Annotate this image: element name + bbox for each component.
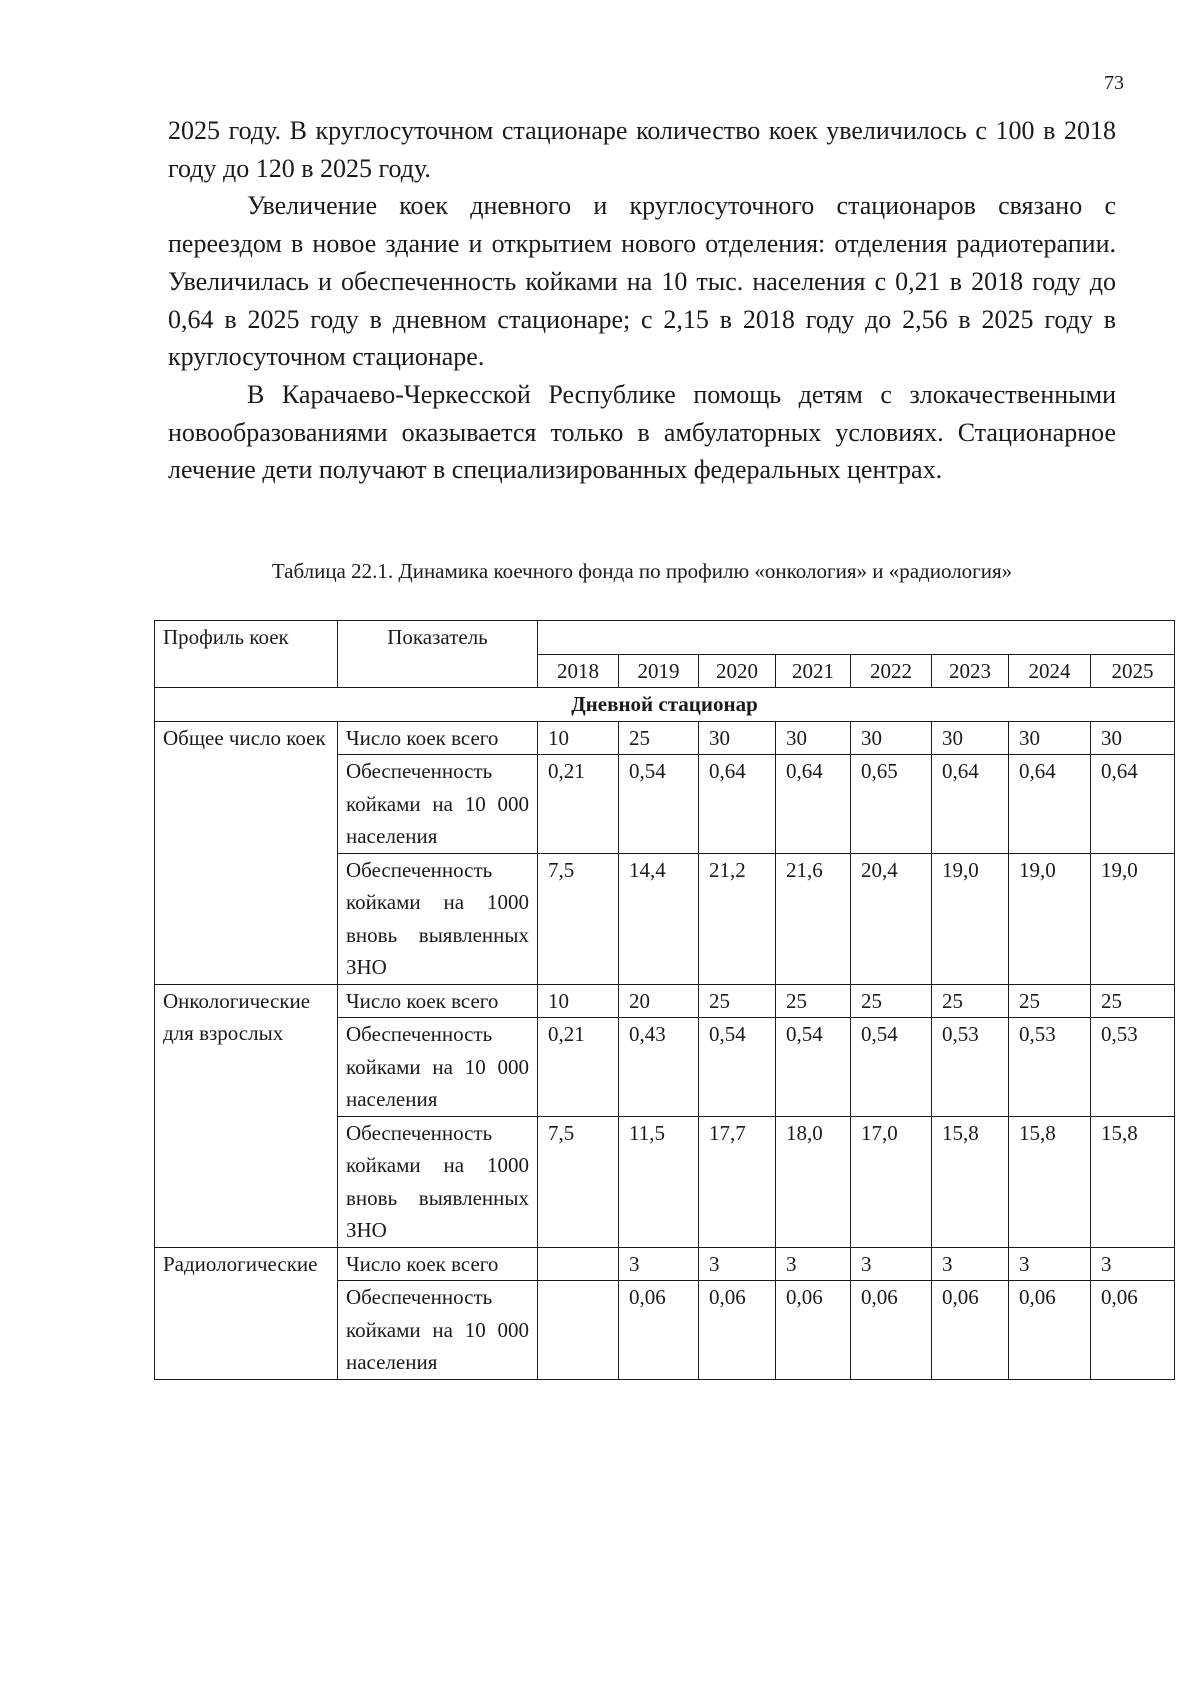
- value-cell: 21,6: [776, 853, 851, 984]
- value-cell: 0,06: [776, 1281, 851, 1380]
- value-cell: 3: [851, 1247, 932, 1281]
- indicator-cell: Обеспеченность койками на 1000 вновь выявленных ЗНО: [338, 1116, 538, 1247]
- value-cell: 0,43: [619, 1018, 699, 1117]
- value-cell: 10: [538, 984, 619, 1018]
- value-cell: 25: [1009, 984, 1091, 1018]
- page-number: 73: [1104, 72, 1124, 94]
- value-cell: 30: [699, 721, 776, 755]
- value-cell: 0,06: [1009, 1281, 1091, 1380]
- value-cell: 10: [538, 721, 619, 755]
- value-cell: 0,64: [776, 755, 851, 854]
- value-cell: 30: [851, 721, 932, 755]
- value-cell: 30: [1091, 721, 1175, 755]
- table-row: [155, 1247, 1175, 1281]
- value-cell: 0,06: [699, 1281, 776, 1380]
- paragraph: 2025 году. В круглосуточном стационаре количество коек увеличилось с 100 в 2018 году до 120 в 2025 году.: [168, 116, 1116, 183]
- table-section-row: [155, 688, 1175, 722]
- value-cell: 0,64: [1009, 755, 1091, 854]
- value-cell: 3: [1009, 1247, 1091, 1281]
- value-cell: 0,54: [619, 755, 699, 854]
- table-row: [155, 984, 1175, 1018]
- value-cell: 3: [776, 1247, 851, 1281]
- value-cell: 0,65: [851, 755, 932, 854]
- value-cell: [538, 1281, 619, 1380]
- paragraph: Увеличение коек дневного и круглосуточного стационаров связано с переездом в новое здание и открытием нового отделения: отделения радиотерапии. Увеличилась и обеспеченность койками на 10 тыс. населения с 0,21 в 2018 году до 0,64 в 2025 году в дневном стационаре; с 2,15 в 2018 году до 2,56 в 2025 году в круглосуточном стационаре.: [168, 191, 1116, 372]
- profile-cell: Общее число коек: [155, 721, 338, 984]
- value-cell: 19,0: [932, 853, 1009, 984]
- value-cell: 0,06: [1091, 1281, 1175, 1380]
- profile-cell: Радиологические: [155, 1247, 338, 1379]
- header-indicator: Показатель: [338, 621, 538, 688]
- value-cell: 11,5: [619, 1116, 699, 1247]
- value-cell: 3: [699, 1247, 776, 1281]
- value-cell: 0,21: [538, 1018, 619, 1117]
- value-cell: 0,64: [932, 755, 1009, 854]
- table-header-row: [155, 621, 1175, 655]
- indicator-cell: Число коек всего: [338, 721, 538, 755]
- value-cell: 3: [932, 1247, 1009, 1281]
- value-cell: 17,7: [699, 1116, 776, 1247]
- value-cell: 3: [1091, 1247, 1175, 1281]
- value-cell: 21,2: [699, 853, 776, 984]
- header-year: 2020: [699, 654, 776, 688]
- header-year: 2019: [619, 654, 699, 688]
- header-year: 2025: [1091, 654, 1175, 688]
- table-row: [155, 721, 1175, 755]
- value-cell: 30: [1009, 721, 1091, 755]
- indicator-cell: Обеспеченность койками на 10 000 населения: [338, 1281, 538, 1380]
- header-year: 2022: [851, 654, 932, 688]
- value-cell: 0,53: [1009, 1018, 1091, 1117]
- value-cell: 19,0: [1091, 853, 1175, 984]
- value-cell: [538, 1247, 619, 1281]
- value-cell: 7,5: [538, 1116, 619, 1247]
- value-cell: 25: [776, 984, 851, 1018]
- value-cell: 19,0: [1009, 853, 1091, 984]
- section-title: Дневной стационар: [155, 688, 1175, 722]
- paragraph: В Карачаево-Черкесской Республике помощь детям с злокачественными новообразованиями оказывается только в амбулаторных условиях. Стационарное лечение дети получают в специализированных федеральных центрах.: [168, 379, 1116, 485]
- value-cell: 0,53: [932, 1018, 1009, 1117]
- body-text: [168, 112, 1116, 489]
- value-cell: 25: [932, 984, 1009, 1018]
- value-cell: 7,5: [538, 853, 619, 984]
- header-year: 2021: [776, 654, 851, 688]
- indicator-cell: Обеспеченность койками на 10 000 населения: [338, 1018, 538, 1117]
- value-cell: 0,54: [776, 1018, 851, 1117]
- header-year: 2024: [1009, 654, 1091, 688]
- value-cell: 15,8: [932, 1116, 1009, 1247]
- value-cell: 0,53: [1091, 1018, 1175, 1117]
- value-cell: 25: [851, 984, 932, 1018]
- value-cell: 20: [619, 984, 699, 1018]
- value-cell: 25: [699, 984, 776, 1018]
- indicator-cell: Число коек всего: [338, 1247, 538, 1281]
- table-caption: Таблица 22.1. Динамика коечного фонда по профилю «онкология» и «радиология»: [271, 559, 1013, 583]
- indicator-cell: Обеспеченность койками на 10 000 населения: [338, 755, 538, 854]
- value-cell: 25: [1091, 984, 1175, 1018]
- value-cell: 20,4: [851, 853, 932, 984]
- header-profile: Профиль коек: [155, 621, 338, 688]
- value-cell: 30: [932, 721, 1009, 755]
- profile-cell: Онкологические для взрослых: [155, 984, 338, 1247]
- value-cell: 15,8: [1009, 1116, 1091, 1247]
- value-cell: 15,8: [1091, 1116, 1175, 1247]
- value-cell: 0,06: [619, 1281, 699, 1380]
- indicator-cell: Число коек всего: [338, 984, 538, 1018]
- value-cell: 30: [776, 721, 851, 755]
- header-year: 2018: [538, 654, 619, 688]
- value-cell: 0,54: [851, 1018, 932, 1117]
- bed-fund-table: [154, 620, 1174, 1380]
- value-cell: 17,0: [851, 1116, 932, 1247]
- value-cell: 0,54: [699, 1018, 776, 1117]
- header-year: 2023: [932, 654, 1009, 688]
- value-cell: 0,21: [538, 755, 619, 854]
- value-cell: 0,06: [932, 1281, 1009, 1380]
- value-cell: 0,06: [851, 1281, 932, 1380]
- value-cell: 18,0: [776, 1116, 851, 1247]
- value-cell: 14,4: [619, 853, 699, 984]
- value-cell: 0,64: [699, 755, 776, 854]
- data-table: [154, 620, 1175, 1380]
- indicator-cell: Обеспеченность койками на 1000 вновь выявленных ЗНО: [338, 853, 538, 984]
- value-cell: 3: [619, 1247, 699, 1281]
- header-years-span: [538, 621, 1175, 655]
- value-cell: 0,64: [1091, 755, 1175, 854]
- value-cell: 25: [619, 721, 699, 755]
